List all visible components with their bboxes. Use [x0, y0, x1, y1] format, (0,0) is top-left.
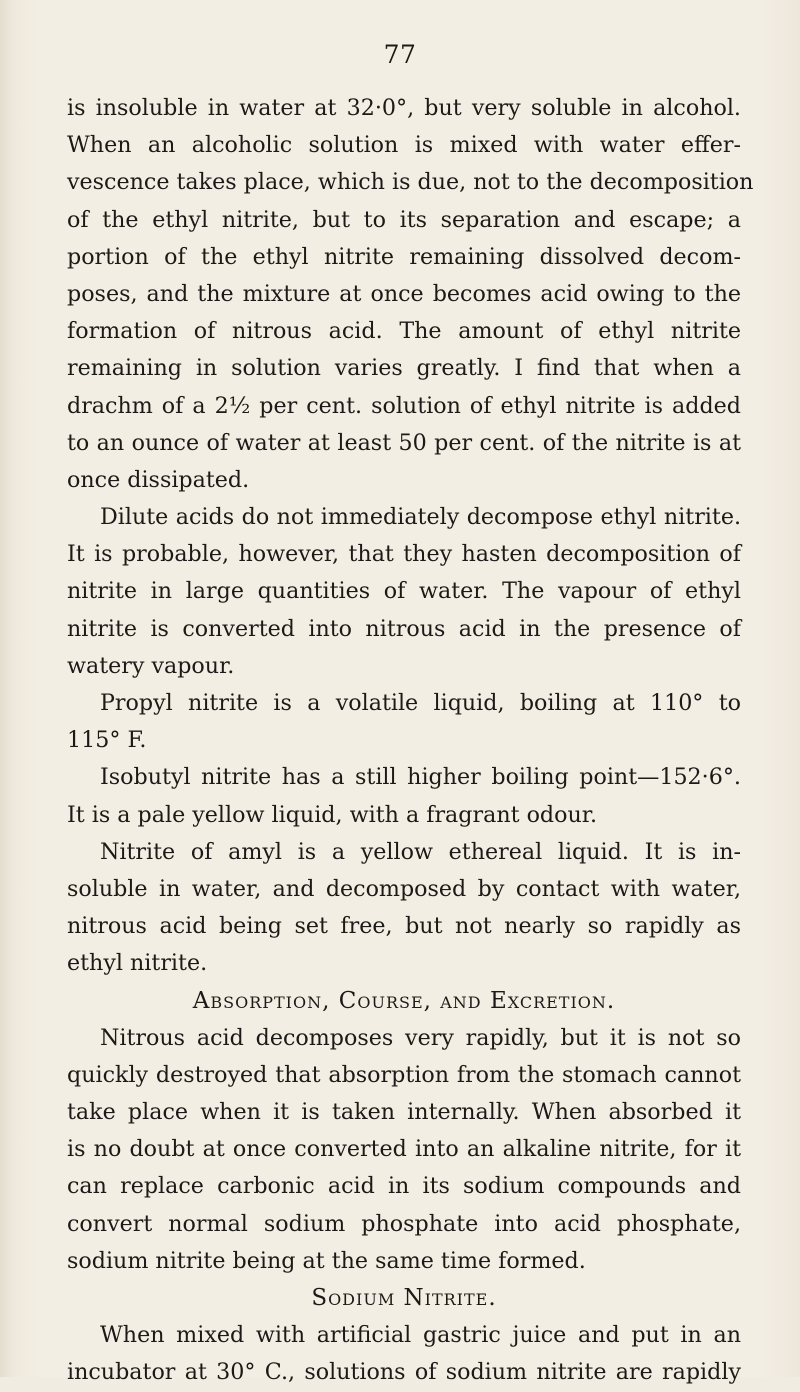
text-line: soluble in water, and decomposed by contact with water, [67, 875, 741, 902]
text-line: When an alcoholic solution is mixed with water effer- [67, 132, 741, 159]
text-line: It is probable, however, that they hasten decomposition of [67, 541, 741, 568]
text-line: nitrite in large quantities of water. The vapour of ethyl [67, 578, 741, 605]
page-number: 77 [383, 40, 417, 69]
text-line: once dissipated. [67, 466, 250, 493]
body-text [67, 90, 754, 1392]
text-line: is insoluble in water at 32·0°, but very soluble in alcohol. [67, 95, 741, 121]
text-line: It is a pale yellow liquid, with a fragrant odour. [67, 801, 598, 828]
text-line: remaining in solution varies greatly. I find that when a [67, 355, 741, 382]
text-line: formation of nitrous acid. The amount of ethyl nitrite [67, 318, 741, 345]
text-line: is no doubt at once converted into an alkaline nitrite, for it [67, 1136, 741, 1163]
text-line: convert normal sodium phosphate into acid phosphate, [67, 1210, 741, 1237]
text-line: incubator at 30° C., solutions of sodium nitrite are rapidly [67, 1359, 741, 1386]
text-line: take place when it is taken internally. When absorbed it [67, 1099, 741, 1126]
text-line: Nitrite of amyl is a yellow ethereal liquid. It is in- [100, 838, 741, 865]
text-line: Nitrous acid decomposes very rapidly, but it is not so [100, 1024, 741, 1051]
text-line: nitrite is converted into nitrous acid in the presence of [67, 615, 741, 642]
text-line: sodium nitrite being at the same time formed. [67, 1247, 586, 1274]
text-line: drachm of a 2½ per cent. solution of ethyl nitrite is added [67, 392, 741, 419]
text-line: ethyl nitrite. [67, 950, 208, 977]
text-line: watery vapour. [67, 652, 235, 679]
text-line: When mixed with artificial gastric juice and put in an [100, 1322, 741, 1349]
text-line: Propyl nitrite is a volatile liquid, boiling at 110° to [100, 690, 741, 716]
text-line: Dilute acids do not immediately decompose ethyl nitrite. [100, 504, 741, 531]
text-line: poses, and the mixture at once becomes acid owing to the [67, 280, 741, 307]
text-line: of the ethyl nitrite, but to its separation and escape; a [67, 206, 741, 233]
text-line: Isobutyl nitrite has a still higher boiling point—152·6°. [100, 764, 741, 791]
text-line: to an ounce of water at least 50 per cent. of the nitrite is at [67, 429, 741, 456]
text-line: portion of the ethyl nitrite remaining dissolved decom- [67, 243, 741, 270]
text-line: quickly destroyed that absorption from the stomach cannot [67, 1061, 741, 1088]
section-heading: Sodium Nitrite. [311, 1285, 497, 1311]
text-line: can replace carbonic acid in its sodium compounds and [67, 1173, 741, 1200]
section-heading: Absorption, Course, and Excretion. [192, 987, 616, 1014]
text-line: 115° F. [67, 727, 147, 754]
text-line: nitrous acid being set free, but not nearly so rapidly as [67, 913, 741, 940]
text-line: vescence takes place, which is due, not to the decomposition [67, 169, 754, 196]
